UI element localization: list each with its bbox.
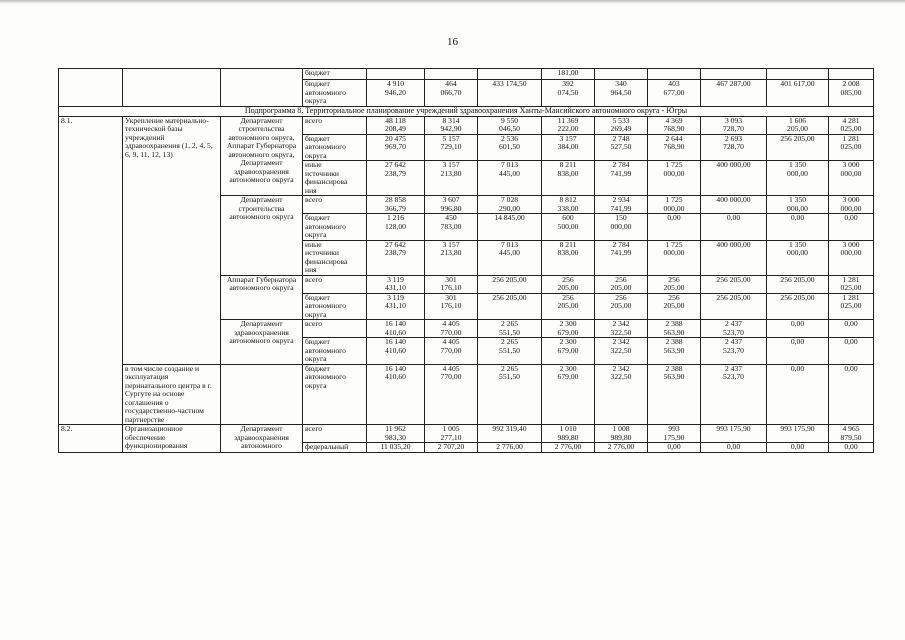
amount-cell [767,69,829,80]
amount-cell: 1 005 277,10 [425,425,478,443]
amount-cell: 0,00 [701,443,767,453]
amount-cell: 5 533 269,49 [595,116,648,134]
funding-source-cell: бюджет автономного округа [303,80,367,107]
table-row [59,116,874,134]
amount-cell: 4 910 946,20 [367,80,425,107]
amount-cell: 2 644 768,90 [648,134,701,161]
sub-item-name: в том числе создание и эксплуатация перинатального центра в г. Сургуте на основе соглашения о государственно-частном партнерстве [123,364,221,425]
amount-cell: 16 140 410,60 [367,364,425,425]
amount-cell: 1 725 000,00 [648,240,701,275]
amount-cell: 3 000 000,00 [829,161,874,196]
funding-source-cell: всего [303,320,367,338]
funding-source-cell: всего [303,116,367,134]
amount-cell: 301 176,10 [425,293,478,320]
amount-cell: 0,00 [767,320,829,338]
amount-cell: 0,00 [829,443,874,453]
amount-cell: 0,00 [648,214,701,241]
amount-cell: 1 606 205,00 [767,116,829,134]
funding-source-cell: иные источники финансирова ния [303,161,367,196]
blank-cell [221,69,303,107]
amount-cell: 3 119 431,10 [367,275,425,293]
executor-cell: Аппарат Губернатора автономного округа [221,275,303,320]
amount-cell: 4 965 879,50 [829,425,874,443]
item-number: 8.1. [59,116,123,425]
amount-cell: 2 265 551,50 [478,338,542,365]
amount-cell: 2 707,20 [425,443,478,453]
blank-cell [123,69,221,107]
amount-cell: 3 157 384,00 [542,134,595,161]
amount-cell: 1 216 128,00 [367,214,425,241]
funding-source-cell: бюджет [303,69,367,80]
amount-cell [367,69,425,80]
amount-cell: 256 205,00 [542,293,595,320]
page-number: 16 [447,36,458,48]
executor-cell: Департамент здравоохранения автономного [221,425,303,453]
amount-cell [829,69,874,80]
amount-cell: 1 725 000,00 [648,161,701,196]
amount-cell: 2 388 563,90 [648,338,701,365]
blank-cell [221,364,303,425]
funding-source-cell: бюджет автономного округа [303,134,367,161]
amount-cell: 2 536 601,50 [478,134,542,161]
amount-cell: 2 776,00 [478,443,542,453]
amount-cell: 2 342 322,50 [595,338,648,365]
amount-cell: 0,00 [767,443,829,453]
amount-cell: 1 010 989,80 [542,425,595,443]
amount-cell: 2 776,00 [542,443,595,453]
amount-cell: 3 157 213,80 [425,240,478,275]
amount-cell: 11 369 222,00 [542,116,595,134]
amount-cell: 1 008 989,80 [595,425,648,443]
amount-cell: 433 174,50 [478,80,542,107]
amount-cell: 7 013 445,00 [478,161,542,196]
amount-cell: 2 008 085,00 [829,80,874,107]
amount-cell: 256 205,00 [767,134,829,161]
amount-cell: 993 175,90 [767,425,829,443]
amount-cell: 7 013 445,00 [478,240,542,275]
amount-cell: 256 205,00 [478,293,542,320]
amount-cell: 150 000,00 [595,214,648,241]
funding-source-cell: бюджет автономного округа [303,293,367,320]
amount-cell: 8 211 838,00 [542,161,595,196]
amount-cell [425,69,478,80]
amount-cell: 256 205,00 [595,275,648,293]
amount-cell: 0,00 [701,214,767,241]
amount-cell: 2 776,00 [595,443,648,453]
amount-cell: 0,00 [767,338,829,365]
amount-cell [595,69,648,80]
funding-source-cell: бюджет автономного округа [303,214,367,241]
amount-cell: 256 205,00 [767,275,829,293]
funding-source-cell: всего [303,275,367,293]
scan-edge [0,0,905,4]
amount-cell: 993 175,90 [648,425,701,443]
amount-cell: 28 858 366,79 [367,196,425,214]
amount-cell: 403 677,00 [648,80,701,107]
funding-source-cell: федеральный [303,443,367,453]
amount-cell: 2 300 679,00 [542,364,595,425]
amount-cell: 4 369 768,90 [648,116,701,134]
amount-cell: 2 388 563,90 [648,364,701,425]
amount-cell: 256 205,00 [542,275,595,293]
amount-cell: 992 319,40 [478,425,542,443]
amount-cell: 301 176,10 [425,275,478,293]
amount-cell: 0,00 [648,443,701,453]
amount-cell: 450 783,00 [425,214,478,241]
amount-cell: 8 211 838,00 [542,240,595,275]
amount-cell: 9 550 046,50 [478,116,542,134]
amount-cell: 16 140 410,60 [367,320,425,338]
amount-cell: 2 693 728,70 [701,134,767,161]
funding-source-cell: бюджет автономного округа [303,364,367,425]
funding-source-cell: бюджет автономного округа [303,338,367,365]
amount-cell: 256 205,00 [701,275,767,293]
amount-cell: 3 000 000,00 [829,196,874,214]
amount-cell: 4 281 025,00 [829,116,874,134]
item-number: 8.2. [59,425,123,453]
table-row [59,106,874,116]
funding-source-cell: иные источники финансирова ния [303,240,367,275]
amount-cell: 3 607 996,80 [425,196,478,214]
amount-cell: 16 140 410,60 [367,338,425,365]
amount-cell: 401 617,00 [767,80,829,107]
amount-cell: 2 784 741,99 [595,161,648,196]
amount-cell: 2 342 322,50 [595,364,648,425]
executor-cell: Департамент строительства автономного округа [221,196,303,276]
amount-cell: 27 642 238,79 [367,161,425,196]
amount-cell: 2 300 679,00 [542,320,595,338]
amount-cell: 14 845,00 [478,214,542,241]
amount-cell: 27 642 238,79 [367,240,425,275]
amount-cell: 3 119 431,10 [367,293,425,320]
funding-source-cell: всего [303,196,367,214]
amount-cell: 2 748 527,50 [595,134,648,161]
amount-cell: 2 300 679,00 [542,338,595,365]
funding-source-cell: всего [303,425,367,443]
amount-cell: 2 388 563,90 [648,320,701,338]
amount-cell: 4 405 770,00 [425,320,478,338]
amount-cell: 256 205,00 [648,275,701,293]
amount-cell: 1 725 000,00 [648,196,701,214]
amount-cell: 2 265 551,50 [478,364,542,425]
amount-cell: 0,00 [829,320,874,338]
amount-cell: 3 093 728,70 [701,116,767,134]
table-row [59,364,874,425]
amount-cell: 340 964,50 [595,80,648,107]
amount-cell: 181,00 [542,69,595,80]
table-row [59,425,874,443]
amount-cell: 2 437 523,70 [701,364,767,425]
executor-cell: Департамент здравоохранения автономного округа [221,320,303,365]
amount-cell: 256 205,00 [701,293,767,320]
subprogram-heading: Подпрограмма 8. Территориальное планирование учреждений здравоохранения Ханты-Мансийского автономного округа - Югры [59,106,874,116]
amount-cell: 0,00 [767,364,829,425]
amount-cell: 1 281 025,00 [829,134,874,161]
amount-cell: 256 205,00 [478,275,542,293]
amount-cell: 1 281 025,00 [829,293,874,320]
item-name: Организационное обеспечение функционирования [123,425,221,453]
amount-cell: 1 281 025,00 [829,275,874,293]
amount-cell: 0,00 [829,214,874,241]
amount-cell: 2 437 523,70 [701,320,767,338]
amount-cell: 7 028 290,00 [478,196,542,214]
amount-cell [701,69,767,80]
amount-cell: 256 205,00 [648,293,701,320]
amount-cell: 8 314 942,90 [425,116,478,134]
executor-cell: Департамент строительства автономного округа, Аппарат Губернатора автономного округа, Департамент здравоохранения автономного округа [221,116,303,196]
amount-cell: 467 287,00 [701,80,767,107]
amount-cell: 464 066,70 [425,80,478,107]
amount-cell: 2 265 551,50 [478,320,542,338]
amount-cell: 11 035,20 [367,443,425,453]
amount-cell: 20 475 969,70 [367,134,425,161]
amount-cell: 8 812 338,00 [542,196,595,214]
amount-cell [478,69,542,80]
amount-cell: 1 350 000,00 [767,240,829,275]
item-name: Укрепление материально-технической базы учреждений здравоохранения (1, 2, 4, 5, 6, 9, 11, 12, 13) [123,116,221,364]
amount-cell: 256 205,00 [595,293,648,320]
amount-cell: 993 175,90 [701,425,767,443]
amount-cell: 392 074,50 [542,80,595,107]
budget-table [58,68,874,453]
amount-cell: 0,00 [767,214,829,241]
amount-cell: 4 405 770,00 [425,338,478,365]
amount-cell: 400 000,00 [701,240,767,275]
amount-cell: 0,00 [829,364,874,425]
amount-cell: 48 118 208,49 [367,116,425,134]
amount-cell: 2 437 523,70 [701,338,767,365]
amount-cell: 11 962 983,30 [367,425,425,443]
amount-cell: 0,00 [829,338,874,365]
amount-cell: 256 205,00 [767,293,829,320]
amount-cell: 600 500,00 [542,214,595,241]
blank-cell [59,69,123,107]
amount-cell: 2 934 741,99 [595,196,648,214]
amount-cell: 400 000,00 [701,196,767,214]
amount-cell: 1 350 000,00 [767,161,829,196]
table-row [59,69,874,80]
amount-cell: 400 000,00 [701,161,767,196]
amount-cell: 2 784 741,99 [595,240,648,275]
amount-cell: 5 157 729,10 [425,134,478,161]
amount-cell: 4 405 770,00 [425,364,478,425]
amount-cell: 3 157 213,80 [425,161,478,196]
amount-cell: 1 350 000,00 [767,196,829,214]
amount-cell: 3 000 000,00 [829,240,874,275]
amount-cell [648,69,701,80]
amount-cell: 2 342 322,50 [595,320,648,338]
